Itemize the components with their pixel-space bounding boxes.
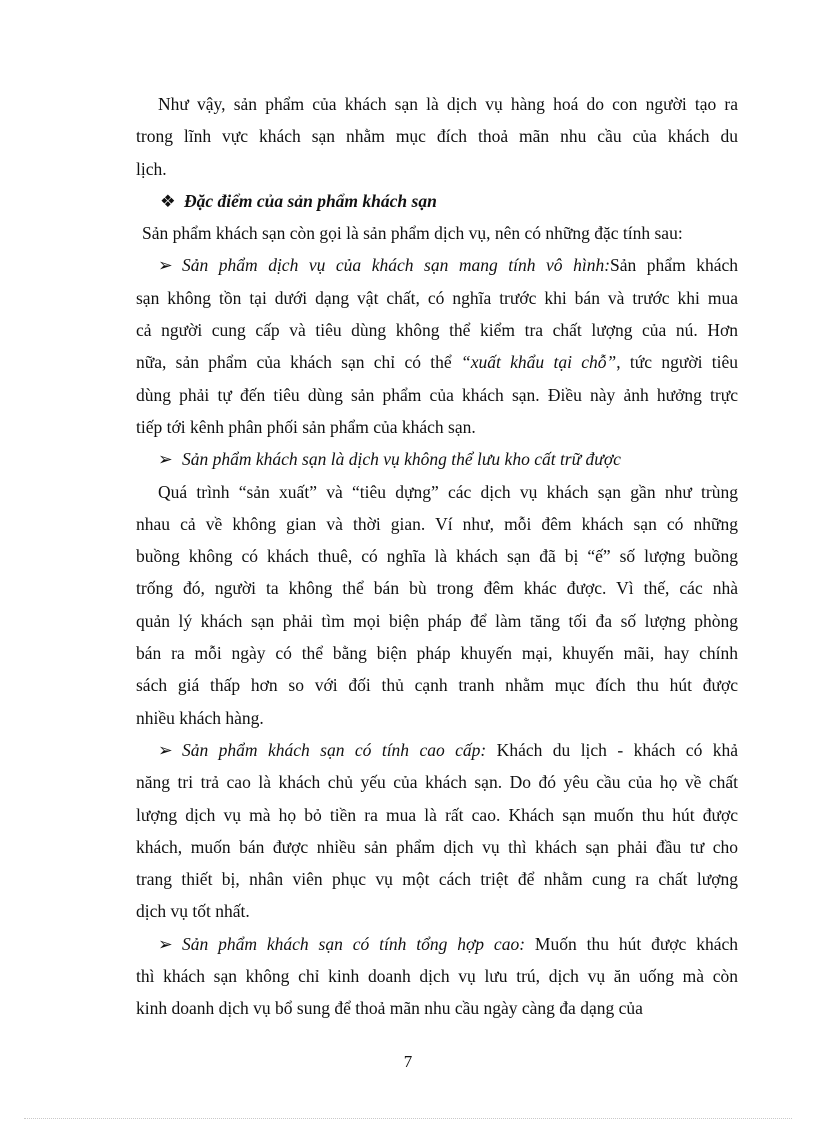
text-line: dịch vụ tốt nhất. bbox=[136, 901, 250, 922]
text-line: Sản phẩm khách sạn còn gọi là sản phẩm dịch vụ, nên có những đặc tính sau: bbox=[142, 223, 683, 244]
bullet-line bbox=[136, 443, 738, 475]
section-heading bbox=[136, 185, 738, 217]
page-number: 7 bbox=[403, 1052, 413, 1071]
text-line: cả người cung cấp và tiêu dùng không thể kiểm tra chất lượng của nú. Hơn bbox=[136, 320, 738, 341]
arrow-bullet-icon: ➢ bbox=[158, 449, 173, 470]
bullet-text: Sản phẩm khách bbox=[610, 255, 738, 276]
text-line: thì khách sạn không chỉ kinh doanh dịch vụ lưu trú, dịch vụ ăn uống mà còn bbox=[136, 966, 738, 987]
text-line: quản lý khách sạn phải tìm mọi biện pháp để làm tăng tối đa số lượng phòng bbox=[136, 610, 738, 631]
text-line: tiếp tới kênh phân phối sản phẩm của khách sạn. bbox=[136, 416, 476, 437]
text-line: Quá trình “sản xuất” và “tiêu dựng” các dịch vụ khách sạn gần như trùng bbox=[158, 481, 738, 502]
arrow-bullet-icon: ➢ bbox=[158, 255, 173, 276]
text-line: buồng không có khách thuê, có nghĩa là khách sạn đã bị “ế” số lượng buồng bbox=[136, 546, 738, 567]
text-line: bán ra mỗi ngày có thể bằng biện pháp khuyến mại, khuyến mãi, hay chính bbox=[136, 643, 738, 664]
document-page bbox=[136, 88, 738, 1025]
text-line: lịch. bbox=[136, 158, 167, 179]
bullet-title: Sản phẩm khách sạn là dịch vụ không thể lưu kho cất trữ được bbox=[182, 449, 621, 470]
text-line: nhau cả về không gian và thời gian. Ví như, mỗi đêm khách sạn có những bbox=[136, 513, 738, 534]
bullet-title: Sản phẩm khách sạn có tính tổng hợp cao: bbox=[182, 933, 526, 954]
text-line: năng tri trả cao là khách chủ yếu của khách sạn. Do đó yêu cầu của họ về chất bbox=[136, 772, 738, 793]
bullet-title: Sản phẩm dịch vụ của khách sạn mang tính vô hình: bbox=[182, 255, 611, 276]
text-line: khách, muốn bán được nhiều sản phẩm dịch vụ thì khách sạn phải đầu tư cho bbox=[136, 836, 738, 857]
bullet-text: Muốn thu hút được khách bbox=[525, 933, 738, 954]
bullet-line bbox=[136, 249, 738, 281]
text-segment: , tức người tiêu bbox=[616, 352, 738, 373]
text-line: sạn không tồn tại dưới dạng vật chất, có nghĩa trước khi bán và trước khi mua bbox=[136, 287, 738, 308]
text-line: nhiều khách hàng. bbox=[136, 707, 264, 728]
bullet-text: Khách du lịch - khách có khả bbox=[486, 739, 738, 760]
text-line: lượng dịch vụ mà họ bỏ tiền ra mua là rất cao. Khách sạn muốn thu hút được bbox=[136, 804, 738, 825]
text-line: trong lĩnh vực khách sạn nhằm mục đích thoả mãn nhu cầu của khách du bbox=[136, 126, 738, 147]
text-line: dùng phải tự đến tiêu dùng sản phẩm của khách sạn. Điều này ảnh hưởng trực bbox=[136, 384, 738, 405]
arrow-bullet-icon: ➢ bbox=[158, 933, 173, 954]
text-line: trống đó, người ta không thể bán bù trong đêm khác được. Vì thế, các nhà bbox=[136, 578, 738, 599]
text-line bbox=[136, 346, 738, 378]
arrow-bullet-icon: ➢ bbox=[158, 739, 173, 760]
bullet-title: Sản phẩm khách sạn có tính cao cấp: bbox=[182, 739, 487, 760]
page-bottom-divider bbox=[24, 1118, 792, 1119]
text-segment: nữa, sản phẩm của khách sạn chỉ có thể bbox=[136, 352, 461, 373]
quoted-phrase: “xuất khẩu tại chỗ” bbox=[460, 352, 617, 373]
text-line: Như vậy, sản phẩm của khách sạn là dịch vụ hàng hoá do con người tạo ra bbox=[158, 94, 738, 114]
text-line: sách giá thấp hơn so với đối thủ cạnh tranh nhằm mục đích thu hút được bbox=[136, 675, 738, 696]
diamond-bullet-icon: ❖ bbox=[160, 190, 176, 211]
text-line: trang thiết bị, nhân viên phục vụ một cách triệt để nhằm cung ra chất lượng bbox=[136, 869, 738, 890]
text-line: kinh doanh dịch vụ bổ sung để thoả mãn nhu cầu ngày càng đa dạng của bbox=[136, 998, 643, 1019]
bullet-line bbox=[136, 734, 738, 766]
bullet-line bbox=[136, 928, 738, 960]
heading-text: Đặc điểm của sản phẩm khách sạn bbox=[184, 190, 437, 211]
